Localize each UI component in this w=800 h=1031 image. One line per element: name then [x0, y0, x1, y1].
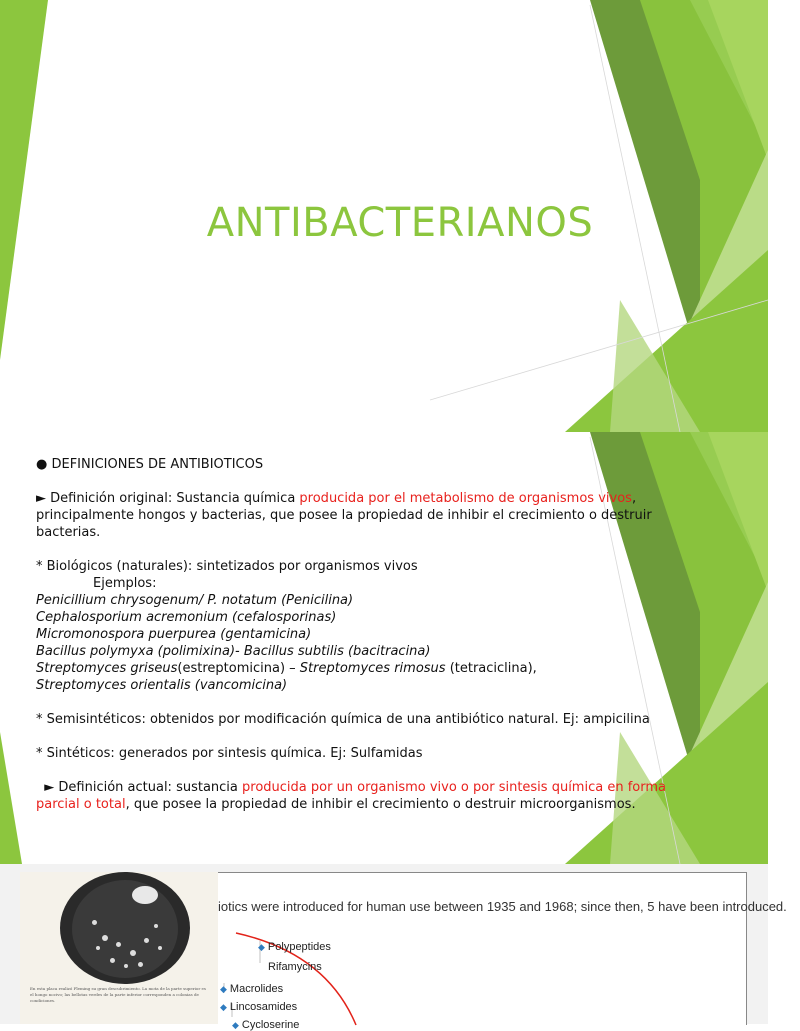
slide-title: ANTIBACTERIANOS	[206, 200, 594, 246]
actual-definition	[36, 779, 676, 813]
example-item: Bacillus polymyxa (polimixina)- Bacillus subtilis (bacitracina)	[36, 644, 431, 659]
bacteria-colony	[116, 942, 121, 947]
example-item-streptomyces	[36, 660, 676, 677]
class-lincosamides	[220, 1001, 297, 1013]
bacteria-colony	[144, 938, 149, 943]
class-macrolides	[220, 983, 283, 995]
diamond-icon: ◆	[220, 984, 227, 994]
petri-dish-photo	[20, 872, 218, 1024]
original-definition-suffix: , principalmente hongos y bacterias, que posee la propiedad de inhibir el crecimiento o destruir bacterias.	[36, 491, 652, 540]
timeline-caption: iotics were introduced for human use between 1935 and 1968; since then, 5 have been introduced.	[218, 899, 787, 914]
bacteria-colony	[110, 958, 115, 963]
tetraciclina-text: (tetraciclina),	[445, 661, 537, 676]
class-label: Macrolides	[229, 983, 284, 995]
penicillium-colony	[132, 886, 158, 904]
history-slide	[0, 864, 787, 1031]
streptomyces-griseus: Streptomyces griseus	[36, 661, 178, 676]
class-cycloserine	[232, 1019, 299, 1031]
ejemplos-label: Ejemplos:	[93, 576, 157, 591]
bacteria-colony	[158, 946, 162, 950]
definitions-heading: ● DEFINICIONES DE ANTIBIOTICOS	[36, 457, 264, 472]
estreptomicina-text: (estreptomicina) –	[177, 661, 300, 676]
semisinteticos-line: * Semisintéticos: obtenidos por modificación química de una antibiótico natural. Ej: ampicilina	[36, 712, 650, 727]
petri-dish-inner	[72, 880, 178, 978]
petri-dish	[60, 872, 190, 984]
bacteria-colony	[96, 946, 100, 950]
bacteria-colony	[92, 920, 97, 925]
example-item: Streptomyces orientalis (vancomicina)	[36, 678, 288, 693]
bacteria-colony	[138, 962, 143, 967]
definitions-text	[36, 456, 676, 813]
class-label: Polypeptides	[267, 941, 331, 953]
bacteria-colony	[102, 935, 108, 941]
bacteria-colony	[130, 950, 136, 956]
actual-definition-prefix: ► Definición actual: sustancia	[44, 780, 243, 795]
original-definition	[36, 490, 676, 541]
biologicos-line: * Biológicos (naturales): sintetizados por organismos vivos	[36, 559, 418, 574]
diamond-icon: ◆	[258, 942, 265, 952]
diamond-icon: ◆	[232, 1020, 239, 1030]
diamond-icon: ◆	[220, 1002, 227, 1012]
antibiotic-timeline-figure	[196, 872, 787, 1031]
streptomyces-rimosus: Streptomyces rimosus	[299, 661, 446, 676]
class-label: Rifamycins	[268, 961, 322, 973]
sinteticos-line: * Sintéticos: generados por sintesis química. Ej: Sulfamidas	[36, 746, 423, 761]
class-polypeptides	[258, 941, 331, 953]
definitions-slide	[0, 432, 768, 864]
class-label: Cycloserine	[241, 1019, 300, 1031]
bacteria-colony	[154, 924, 158, 928]
original-definition-highlight: producida por el metabolismo de organismos vivos	[299, 491, 632, 506]
title-slide	[0, 0, 768, 432]
class-label: Lincosamides	[229, 1001, 298, 1013]
original-definition-prefix: ► Definición original: Sustancia química	[36, 491, 300, 506]
photo-caption: En esta placa realizó Fleming su gran descubrimiento. La mota de la parte superior es el hongo nocivo; las bellotas verdes de la parte inferior corresponden a colonias de condiciones.	[30, 986, 206, 1003]
example-item: Micromonospora puerpurea (gentamicina)	[36, 627, 312, 642]
class-rifamycins	[268, 961, 322, 973]
example-item: Cephalosporium acremonium (cefalosporinas)	[36, 610, 337, 625]
actual-definition-highlight: producida por un organismo vivo o por sintesis química en forma parcial o total	[36, 780, 666, 812]
example-item: Penicillium chrysogenum/ P. notatum (Penicilina)	[36, 593, 354, 608]
actual-definition-suffix: , que posee la propiedad de inhibir el crecimiento o destruir microorganismos.	[125, 797, 636, 812]
bacteria-colony	[124, 964, 128, 968]
